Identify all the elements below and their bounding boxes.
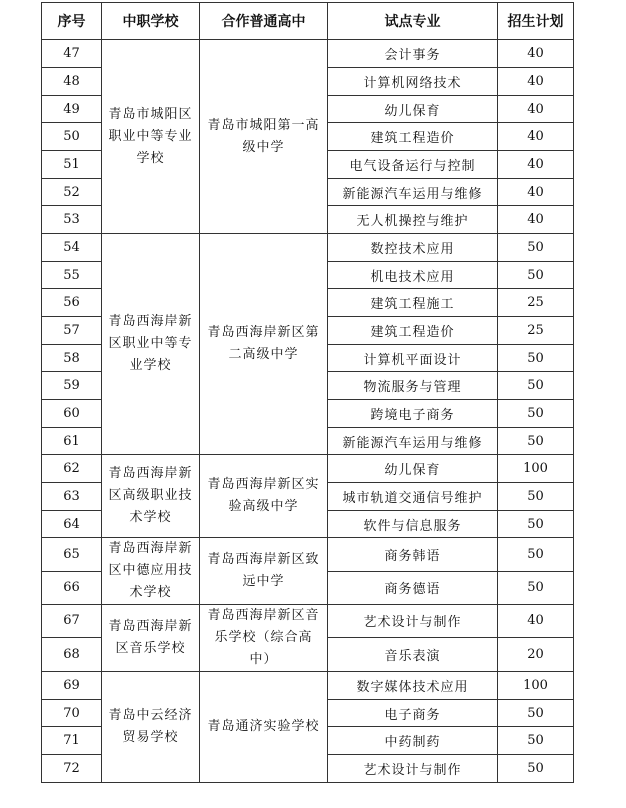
partner-high-school-name: 青岛西海岸新区实验高级中学 xyxy=(200,455,328,538)
row-number: 64 xyxy=(42,511,102,538)
header-high-school: 合作普通高中 xyxy=(200,3,328,40)
pilot-major: 无人机操控与维护 xyxy=(328,206,498,234)
row-number: 57 xyxy=(42,317,102,345)
enrollment-plan: 50 xyxy=(498,571,574,605)
vocational-school-name: 青岛西海岸新区职业中等专业学校 xyxy=(102,234,200,455)
row-number: 52 xyxy=(42,179,102,206)
enrollment-plan: 40 xyxy=(498,605,574,638)
enrollment-plan: 40 xyxy=(498,179,574,206)
pilot-major: 新能源汽车运用与维修 xyxy=(328,428,498,455)
enrollment-plan: 50 xyxy=(498,372,574,400)
pilot-major: 艺术设计与制作 xyxy=(328,755,498,783)
enrollment-plan: 100 xyxy=(498,455,574,483)
row-number: 63 xyxy=(42,483,102,511)
pilot-major: 物流服务与管理 xyxy=(328,372,498,400)
pilot-major: 计算机网络技术 xyxy=(328,68,498,96)
pilot-major: 计算机平面设计 xyxy=(328,345,498,372)
enrollment-plan: 40 xyxy=(498,40,574,68)
pilot-major: 软件与信息服务 xyxy=(328,511,498,538)
partner-high-school-name: 青岛西海岸新区第二高级中学 xyxy=(200,234,328,455)
enrollment-plan: 25 xyxy=(498,317,574,345)
row-number: 70 xyxy=(42,700,102,727)
row-number: 48 xyxy=(42,68,102,96)
enrollment-plan: 50 xyxy=(498,700,574,727)
header-school: 中职学校 xyxy=(102,3,200,40)
row-number: 72 xyxy=(42,755,102,783)
pilot-major: 数字媒体技术应用 xyxy=(328,672,498,700)
row-number: 55 xyxy=(42,262,102,289)
enrollment-plan: 50 xyxy=(498,511,574,538)
header-row xyxy=(42,3,574,40)
table-row xyxy=(42,672,574,700)
row-number: 69 xyxy=(42,672,102,700)
row-number: 47 xyxy=(42,40,102,68)
row-number: 56 xyxy=(42,289,102,317)
pilot-major: 幼儿保育 xyxy=(328,96,498,123)
enrollment-plan: 40 xyxy=(498,68,574,96)
row-number: 60 xyxy=(42,400,102,428)
row-number: 61 xyxy=(42,428,102,455)
row-number: 59 xyxy=(42,372,102,400)
table-body xyxy=(42,40,574,783)
table-row xyxy=(42,455,574,483)
pilot-major: 数控技术应用 xyxy=(328,234,498,262)
pilot-major: 电子商务 xyxy=(328,700,498,727)
row-number: 66 xyxy=(42,571,102,605)
pilot-major: 商务韩语 xyxy=(328,538,498,572)
enrollment-plan: 50 xyxy=(498,345,574,372)
header-no: 序号 xyxy=(42,3,102,40)
enrollment-plan: 50 xyxy=(498,428,574,455)
table-row xyxy=(42,40,574,68)
enrollment-plan: 40 xyxy=(498,206,574,234)
pilot-major: 会计事务 xyxy=(328,40,498,68)
table-row xyxy=(42,234,574,262)
enrollment-plan: 50 xyxy=(498,727,574,755)
row-number: 65 xyxy=(42,538,102,572)
enrollment-plan: 50 xyxy=(498,262,574,289)
enrollment-table xyxy=(41,2,574,783)
enrollment-plan: 40 xyxy=(498,96,574,123)
pilot-major: 建筑工程施工 xyxy=(328,289,498,317)
header-plan: 招生计划 xyxy=(498,3,574,40)
enrollment-plan: 50 xyxy=(498,400,574,428)
enrollment-plan: 25 xyxy=(498,289,574,317)
row-number: 50 xyxy=(42,123,102,151)
pilot-major: 中药制药 xyxy=(328,727,498,755)
pilot-major: 机电技术应用 xyxy=(328,262,498,289)
pilot-major: 建筑工程造价 xyxy=(328,317,498,345)
partner-high-school-name: 青岛市城阳第一高级中学 xyxy=(200,40,328,234)
enrollment-plan: 20 xyxy=(498,637,574,671)
row-number: 51 xyxy=(42,151,102,179)
enrollment-plan: 50 xyxy=(498,538,574,572)
partner-high-school-name: 青岛通济实验学校 xyxy=(200,672,328,783)
table-row xyxy=(42,605,574,638)
vocational-school-name: 青岛西海岸新区高级职业技术学校 xyxy=(102,455,200,538)
row-number: 68 xyxy=(42,637,102,671)
pilot-major: 艺术设计与制作 xyxy=(328,605,498,638)
row-number: 54 xyxy=(42,234,102,262)
vocational-school-name: 青岛西海岸新区中德应用技术学校 xyxy=(102,538,200,605)
enrollment-plan: 100 xyxy=(498,672,574,700)
pilot-major: 音乐表演 xyxy=(328,637,498,671)
partner-high-school-name: 青岛西海岸新区致远中学 xyxy=(200,538,328,605)
row-number: 67 xyxy=(42,605,102,638)
pilot-major: 新能源汽车运用与维修 xyxy=(328,179,498,206)
vocational-school-name: 青岛中云经济贸易学校 xyxy=(102,672,200,783)
row-number: 62 xyxy=(42,455,102,483)
pilot-major: 跨境电子商务 xyxy=(328,400,498,428)
pilot-major: 幼儿保育 xyxy=(328,455,498,483)
table-row xyxy=(42,538,574,572)
vocational-school-name: 青岛西海岸新区音乐学校 xyxy=(102,605,200,672)
row-number: 53 xyxy=(42,206,102,234)
pilot-major: 电气设备运行与控制 xyxy=(328,151,498,179)
vocational-school-name: 青岛市城阳区职业中等专业学校 xyxy=(102,40,200,234)
row-number: 49 xyxy=(42,96,102,123)
row-number: 71 xyxy=(42,727,102,755)
pilot-major: 城市轨道交通信号维护 xyxy=(328,483,498,511)
enrollment-plan: 40 xyxy=(498,151,574,179)
partner-high-school-name: 青岛西海岸新区音乐学校（综合高中） xyxy=(200,605,328,672)
row-number: 58 xyxy=(42,345,102,372)
enrollment-plan: 50 xyxy=(498,483,574,511)
enrollment-plan: 50 xyxy=(498,755,574,783)
pilot-major: 建筑工程造价 xyxy=(328,123,498,151)
header-major: 试点专业 xyxy=(328,3,498,40)
enrollment-plan: 40 xyxy=(498,123,574,151)
pilot-major: 商务德语 xyxy=(328,571,498,605)
enrollment-plan: 50 xyxy=(498,234,574,262)
